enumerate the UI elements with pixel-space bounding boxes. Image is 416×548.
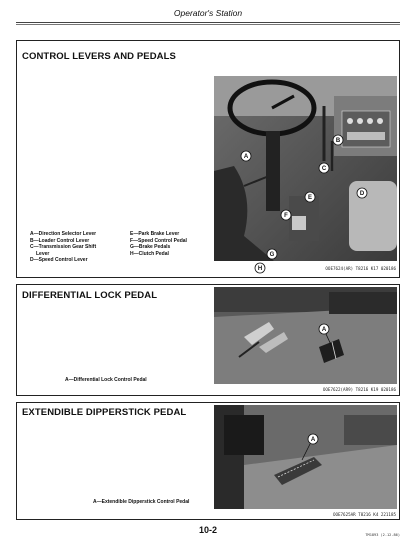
page-number: 10-2 — [198, 525, 217, 535]
callout-overlay — [214, 405, 397, 509]
legend-item: H—Clutch Pedal — [130, 250, 169, 257]
photo-reference-code: OOE7624(AR) T8216 K17 020186 — [325, 266, 396, 271]
svg-text:D: D — [359, 191, 365, 198]
legend-item: B—Loader Control Lever — [30, 237, 90, 244]
section-control-levers — [16, 40, 400, 278]
photo-reference-code: OOE7622(AR9) T8216 K19 020186 — [322, 387, 396, 392]
legend-item-continuation: Lever — [36, 250, 50, 257]
header-rule — [16, 22, 400, 23]
callout-a — [319, 324, 329, 334]
svg-text:E: E — [307, 195, 313, 202]
photo-reference-code: OOE7625AR T8216 K4 221185 — [332, 512, 396, 517]
dipperstick-legend: A—Extendible Dipperstick Control Pedal — [93, 499, 190, 505]
section-extendible-dipperstick — [16, 402, 400, 520]
differential-lock-legend: A—Differential Lock Control Pedal — [65, 377, 147, 383]
section-title: EXTENDIBLE DIPPERSTICK PEDAL — [22, 407, 187, 418]
svg-text:A: A — [243, 154, 249, 161]
legend-item: A—Direction Selector Lever — [30, 231, 97, 237]
callout-d — [357, 188, 367, 198]
footer-code: TM1893 (2-12-86) — [365, 533, 400, 537]
header-title: Operator's Station — [173, 8, 243, 18]
svg-text:C: C — [321, 166, 327, 173]
callout-e — [305, 192, 315, 202]
legend-item: D—Speed Control Lever — [30, 257, 88, 264]
header-rule-secondary — [16, 24, 400, 25]
legend-item: C—Transmission Gear Shift — [30, 244, 97, 251]
svg-text:G: G — [269, 252, 275, 259]
page-header — [0, 0, 416, 40]
callout-g — [267, 249, 277, 259]
legend-item: F—Speed Control Pedal — [130, 237, 187, 244]
svg-text:B: B — [335, 138, 341, 145]
callout-f — [281, 210, 291, 220]
legend-item: G—Brake Pedals — [130, 244, 171, 251]
legend-column-1 — [30, 231, 126, 264]
svg-text:A: A — [310, 437, 316, 444]
svg-text:A: A — [321, 327, 327, 334]
callout-c — [319, 163, 329, 173]
svg-text:H: H — [257, 266, 263, 273]
legend-column-2 — [130, 231, 214, 257]
svg-text:F: F — [284, 213, 288, 220]
section-title: DIFFERENTIAL LOCK PEDAL — [22, 290, 158, 301]
differential-lock-photo — [214, 287, 397, 384]
callout-a — [308, 434, 318, 444]
section-title: CONTROL LEVERS AND PEDALS — [22, 51, 176, 62]
section-differential-lock — [16, 284, 400, 396]
callout-h — [255, 263, 265, 273]
callout-b — [333, 135, 343, 145]
legend-item: E—Park Brake Lever — [130, 231, 180, 237]
dipperstick-pedal-photo — [214, 405, 397, 509]
callout-overlay — [214, 287, 397, 384]
callout-a — [241, 151, 251, 161]
